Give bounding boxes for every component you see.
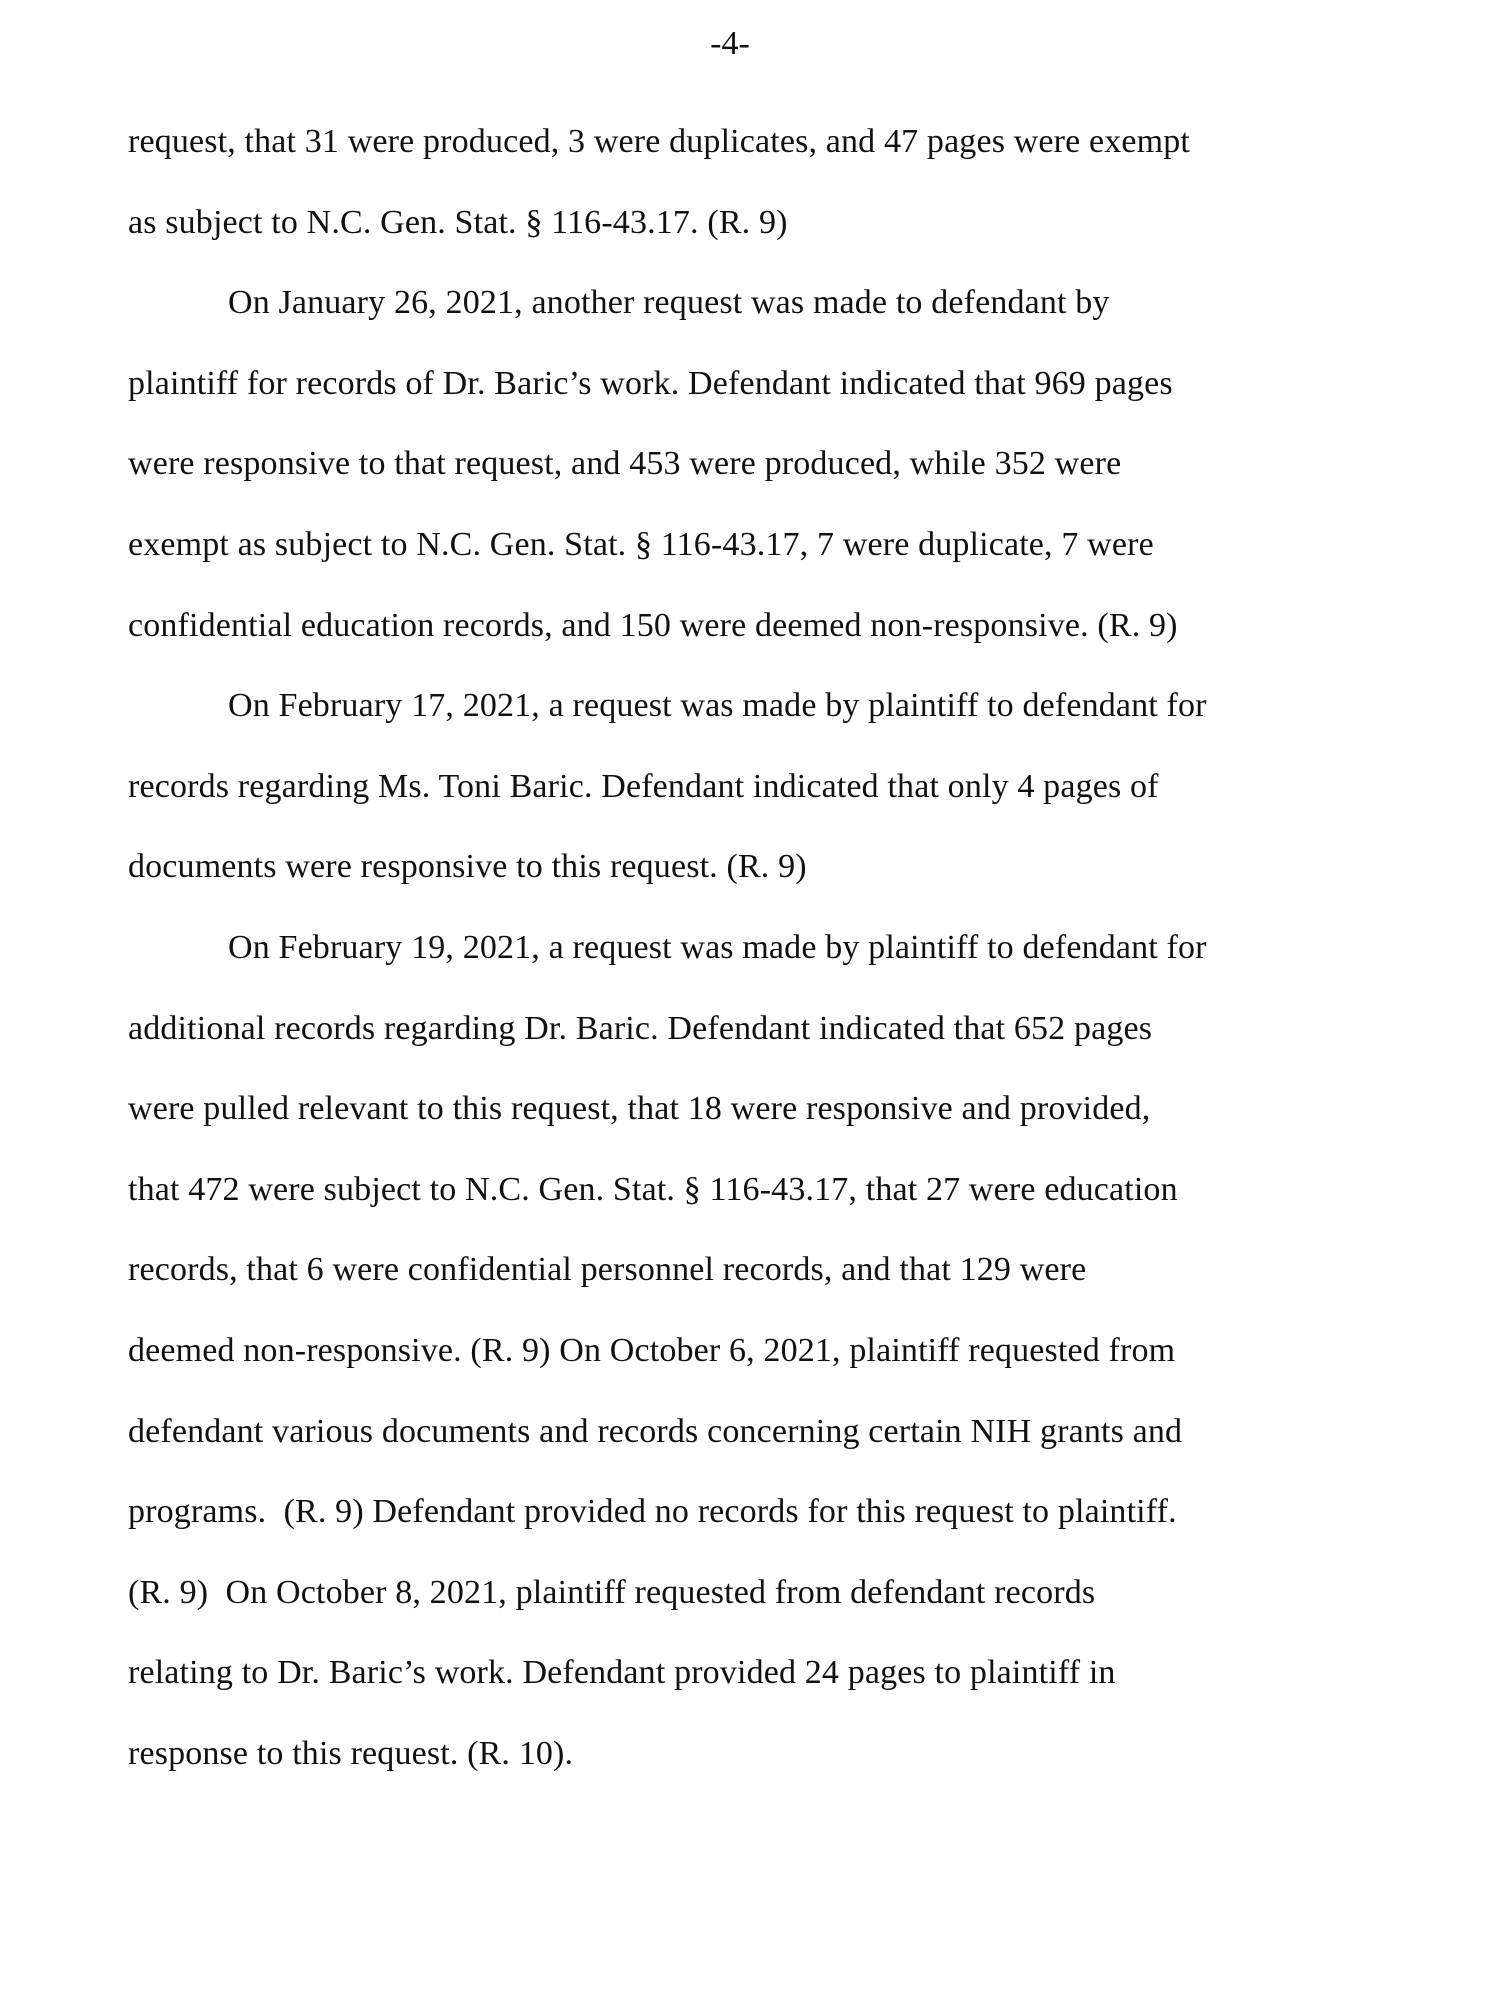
text-line: confidential education records, and 150 were deemed non-responsive. (R. 9) (128, 606, 1178, 644)
text-line: that 472 were subject to N.C. Gen. Stat. § 116-43.17, that 27 were education (128, 1170, 1178, 1208)
text-line: were pulled relevant to this request, that 18 were responsive and provided, (128, 1090, 1151, 1128)
paragraph-start-line: On February 19, 2021, a request was made by plaintiff to defendant for (228, 928, 1207, 966)
body-text (128, 122, 1348, 1814)
text-line: deemed non-responsive. (R. 9) On October 6, 2021, plaintiff requested from (128, 1331, 1176, 1369)
text-line: records regarding Ms. Toni Baric. Defendant indicated that only 4 pages of (128, 767, 1159, 805)
text-line: documents were responsive to this request. (R. 9) (128, 848, 807, 886)
page-number: -4- (710, 25, 750, 62)
text-line: programs. (R. 9) Defendant provided no records for this request to plaintiff. (128, 1493, 1177, 1531)
paragraph-start-line: On January 26, 2021, another request was made to defendant by (228, 284, 1110, 322)
text-line: records, that 6 were confidential personnel records, and that 129 were (128, 1251, 1087, 1289)
text-line: plaintiff for records of Dr. Baric’s work. Defendant indicated that 969 pages (128, 364, 1173, 402)
text-line: (R. 9) On October 8, 2021, plaintiff requested from defendant records (128, 1573, 1096, 1611)
text-line: defendant various documents and records concerning certain NIH grants and (128, 1412, 1183, 1450)
text-line: request, that 31 were produced, 3 were duplicates, and 47 pages were exempt (128, 123, 1191, 160)
text-line: response to this request. (R. 10). (128, 1734, 574, 1772)
text-line: exempt as subject to N.C. Gen. Stat. § 116-43.17, 7 were duplicate, 7 were (128, 525, 1154, 563)
text-line: relating to Dr. Baric’s work. Defendant provided 24 pages to plaintiff in (128, 1654, 1116, 1692)
text-line: additional records regarding Dr. Baric. Defendant indicated that 652 pages (128, 1009, 1153, 1047)
text-line: were responsive to that request, and 453 were produced, while 352 were (128, 445, 1122, 483)
paragraph-start-line: On February 17, 2021, a request was made by plaintiff to defendant for (228, 687, 1207, 725)
text-line: as subject to N.C. Gen. Stat. § 116-43.17. (R. 9) (128, 203, 788, 241)
